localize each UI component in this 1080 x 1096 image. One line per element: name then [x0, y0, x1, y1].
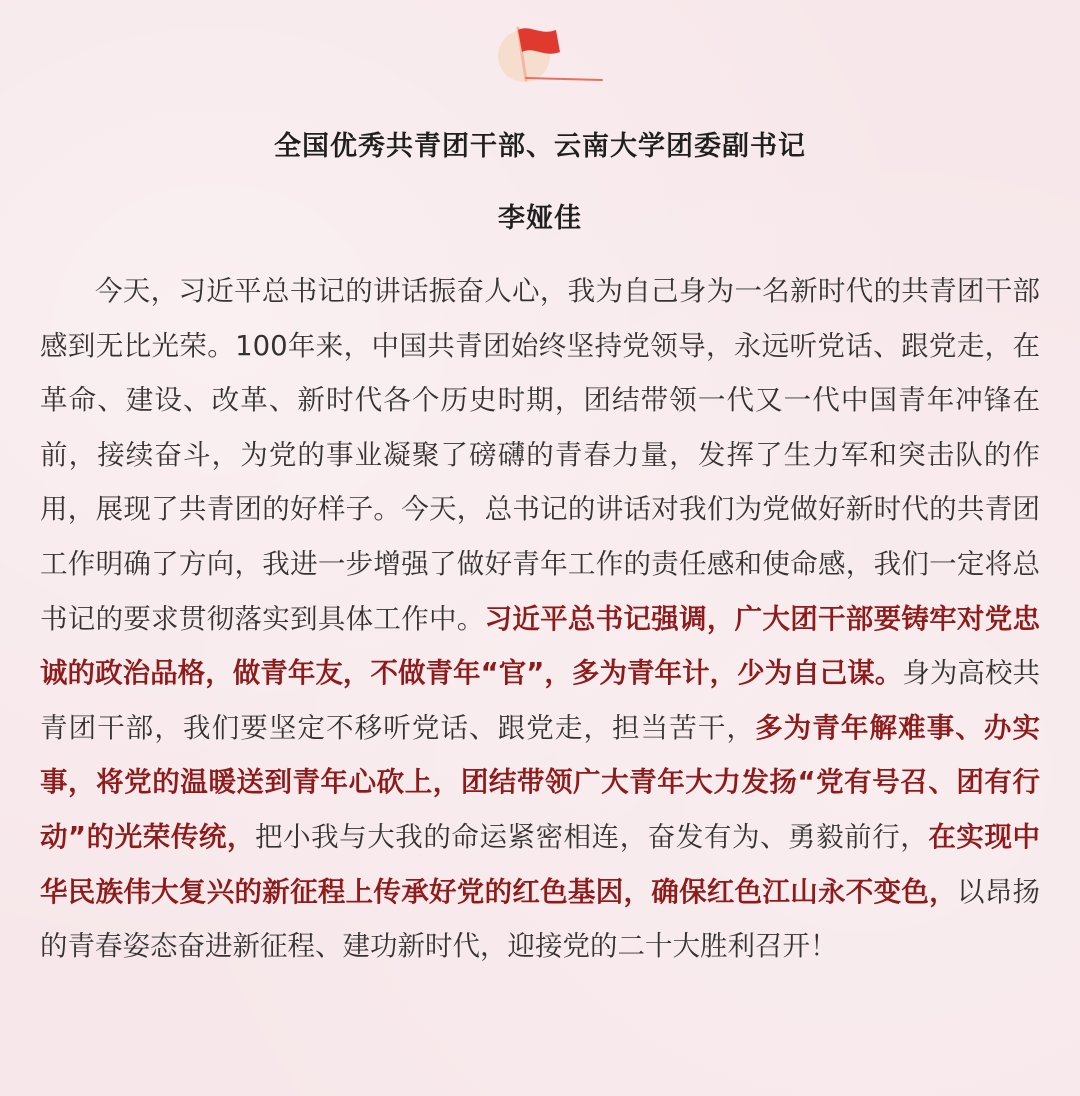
- article-paragraph: [40, 264, 1040, 974]
- author-name: 李娅佳: [498, 203, 582, 234]
- text-segment: 今天，习近平总书记的讲话振奋人心，我为自己身为一名新时代的共青团干部感到无比光荣。100年来，中国共青团始终坚持党领导，永远听党话、跟党走，在革命、建设、改革、新时代各个历史时期，团结带领一代又一代中国青年冲锋在前，接续奋斗，为党的事业凝聚了磅礴的青春力量，发挥了生力军和突击队的作用，展现了共青团的好样子。今天，总书记的讲话对我们为党做好新时代的共青团工作明确了方向，我进一步增强了做好青年工作的责任感和使命感，我们一定将总书记的要求贯彻落实到具体工作中。: [40, 275, 1040, 635]
- text-segment: 身为高校共青团干部，我们要坚定不移听党话、跟党走，担当苦干，: [40, 657, 1040, 744]
- text-segment: 以昂扬的青春姿态奋进新征程、建功新时代，迎接党的二十大胜利召开！: [40, 875, 1041, 963]
- emphasis-segment: 多为青年解难事、办实事，将党的温暖送到青年心砍上，团结带领广大青年大力发扬“党有号召、团有行动”的光荣传统，: [40, 711, 1041, 853]
- emphasis-segment: 习近平总书记强调，广大团干部要铸牢对党忠诚的政治品格，做青年友，不做青年“官”，多为青年计，少为自己谋。: [40, 602, 1041, 690]
- emphasis-segment: 在实现中华民族伟大复兴的新征程上传承好党的红色基因，确保红色江山永不变色，: [40, 820, 1041, 908]
- text-segment: 把小我与大我的命运紧密相连，奋发有为、勇毅前行，: [255, 820, 929, 853]
- page-title: 全国优秀共青团干部、云南大学团委副书记: [274, 131, 806, 162]
- red-flag-icon: [496, 18, 606, 88]
